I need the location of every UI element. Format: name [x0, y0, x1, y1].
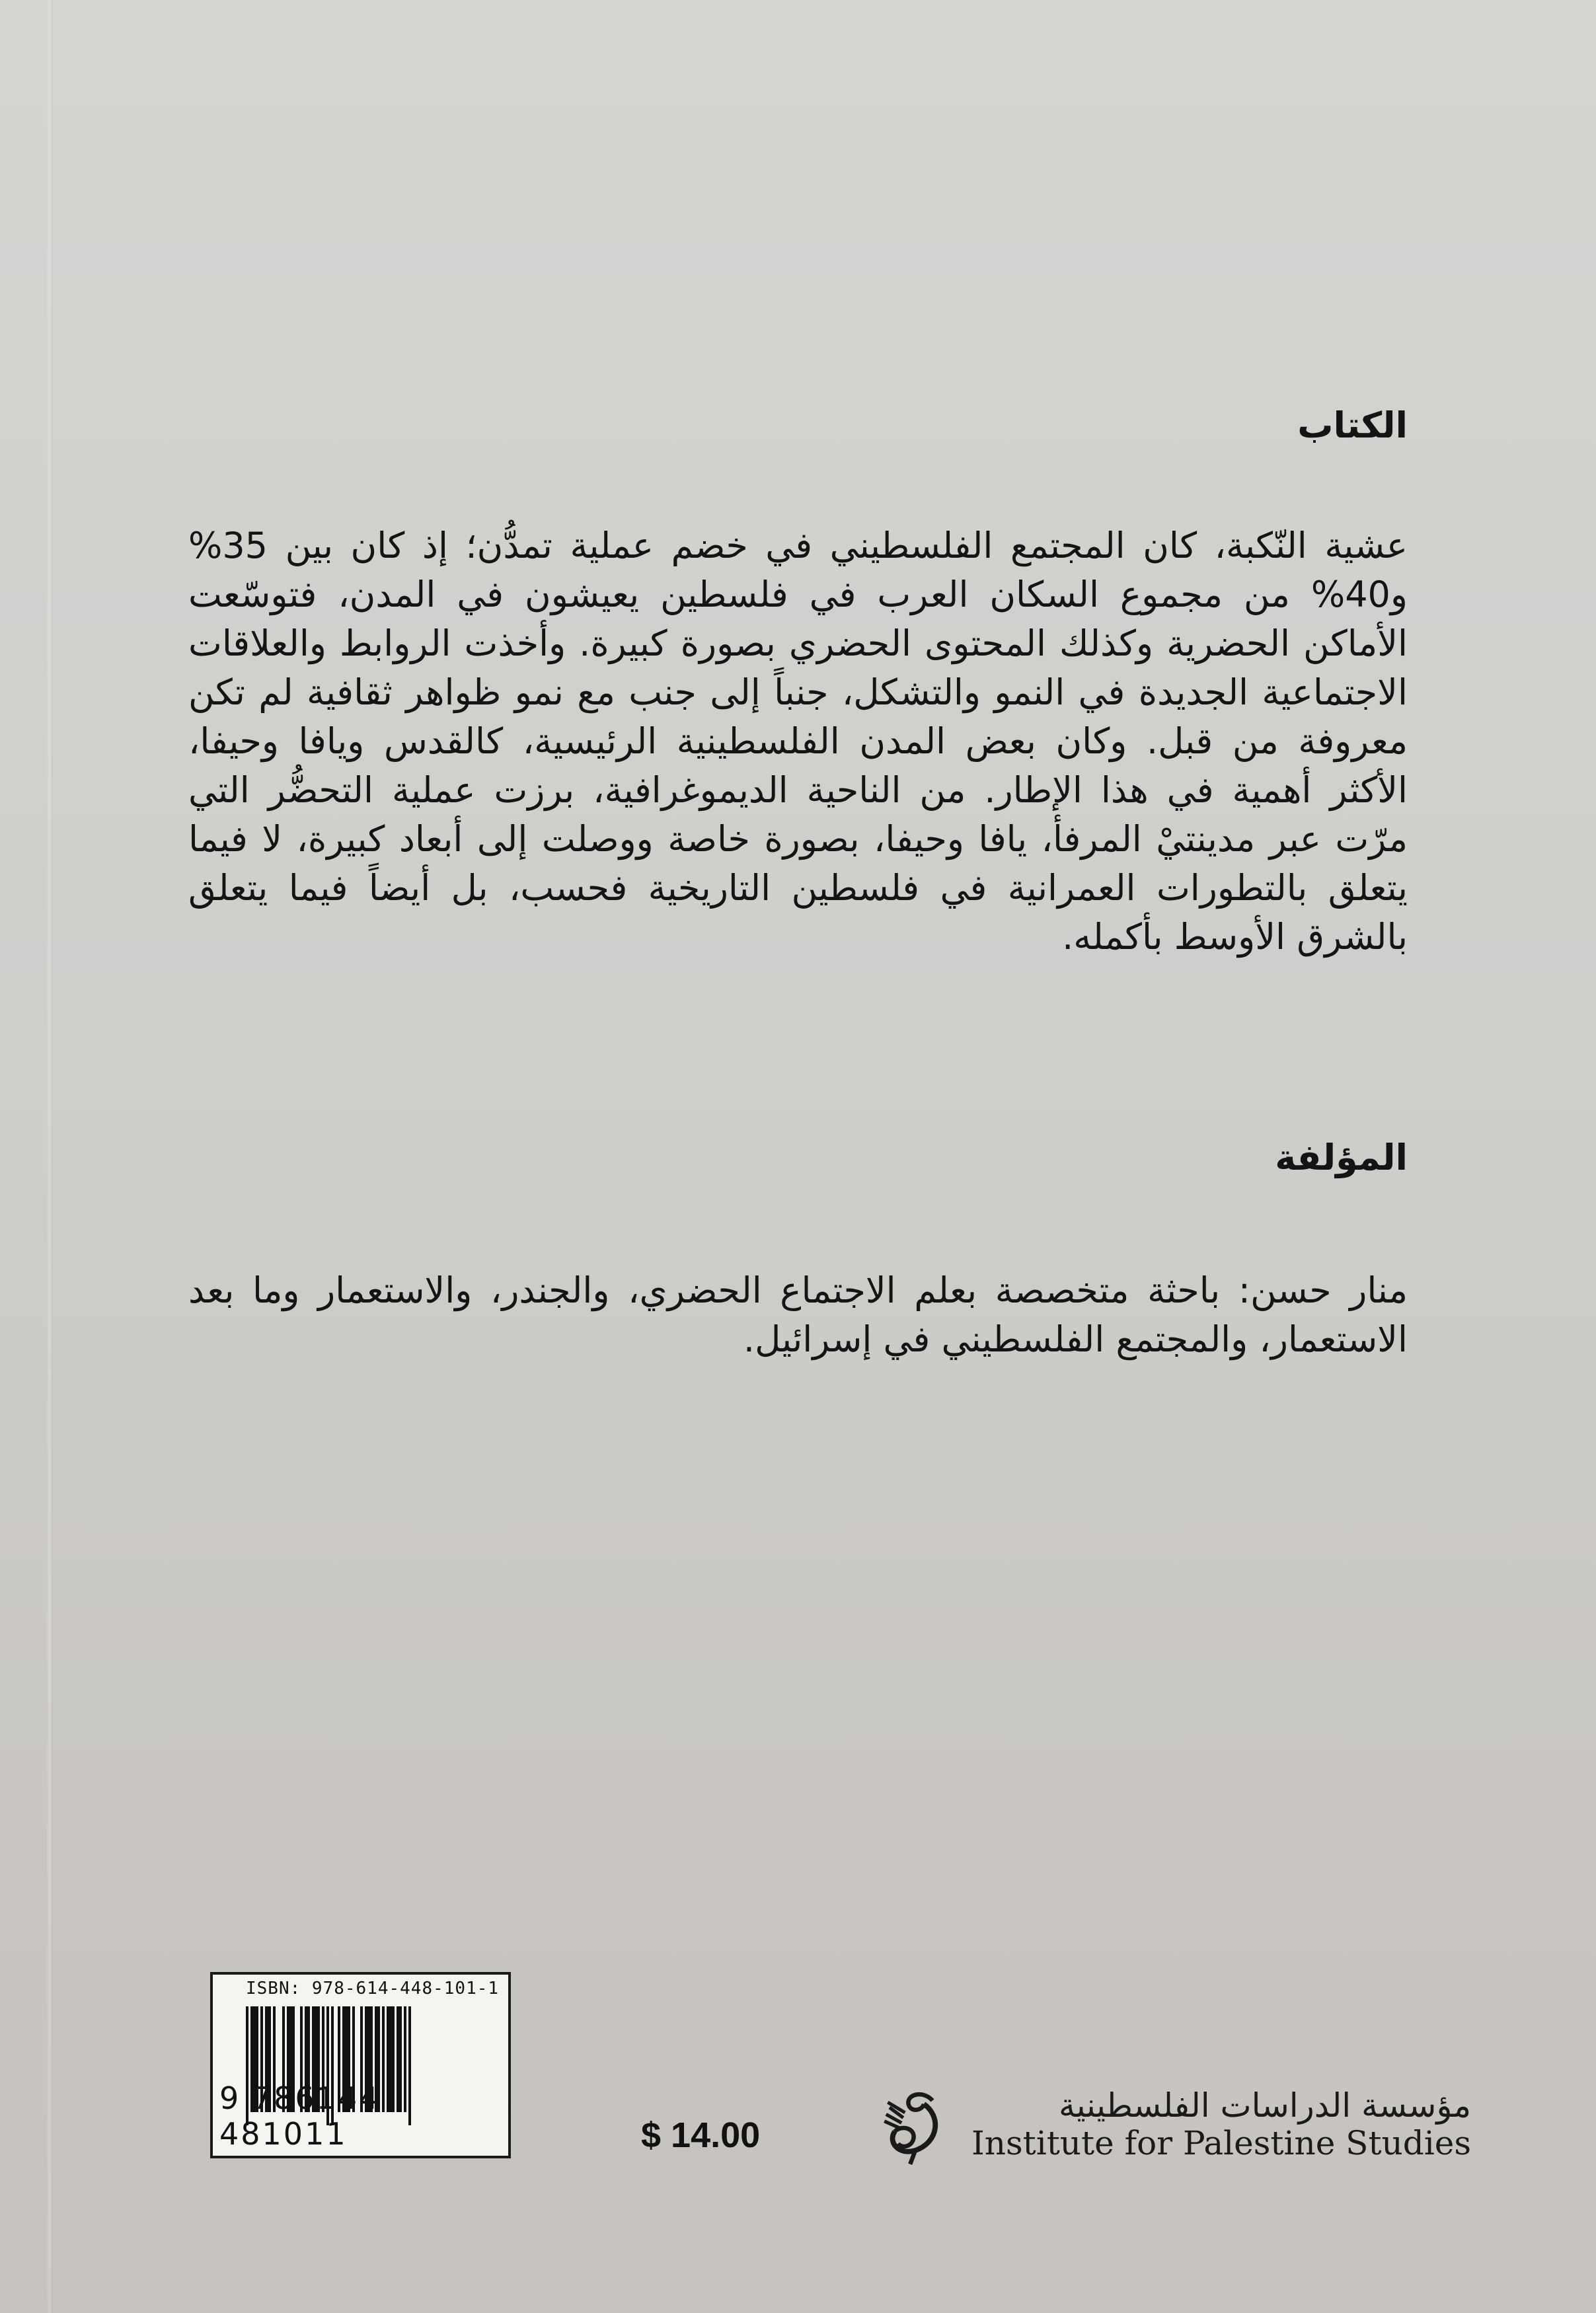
publisher-block [872, 2082, 1471, 2168]
book-description: عشية النّكبة، كان المجتمع الفلسطيني في خضم عملية تمدُّن؛ إذ كان بين 35% و40% من مجموع السكان العرب في فلسطين يعيشون في المدن، فتوسّعت الأماكن الحضرية وكذلك المحتوى الحضري بصورة كبيرة. وأخذت الروابط والعلاقات الاجتماعية الجديدة في النمو والتشكل، جنباً إلى جنب مع نمو ظواهر ثقافية لم تكن معروفة من قبل. وكان بعض المدن الفلسطينية الرئيسية، كالقدس ويافا وحيفا، الأكثر أهمية في هذا الإطار. من الناحية الديموغرافية، برزت عملية التحضُّر التي مرّت عبر مدينتيْ المرفأ، يافا وحيفا، بصورة خاصة ووصلت إلى أبعاد كبيرة، لا فيما يتعلق بالتطورات العمرانية في فلسطين التاريخية فحسب، بل أيضاً فيما يتعلق بالشرق الأوسط بأكمله. [188, 525, 1408, 958]
book-section-heading: الكتاب [1297, 404, 1408, 446]
bird-emblem-icon [872, 2082, 958, 2168]
barcode-digits: 9 786144 481011 [219, 2080, 381, 2152]
isbn-label: ISBN: 978-614-448-101-1 [246, 1979, 500, 1998]
spine-crease [46, 0, 53, 2313]
publisher-name-arabic: مؤسسة الدراسات الفلسطينية [1059, 2086, 1471, 2125]
author-bio: منار حسن: باحثة متخصصة بعلم الاجتماع الحضري، والجندر، والاستعمار وما بعد الاستعمار، والمجتمع الفلسطيني في إسرائيل. [188, 1270, 1408, 1360]
publisher-name-english: Institute for Palestine Studies [971, 2124, 1471, 2162]
price-label: $ 14.00 [641, 2115, 761, 2155]
isbn-barcode [210, 1972, 511, 2158]
author-section-heading: المؤلفة [1275, 1137, 1408, 1178]
